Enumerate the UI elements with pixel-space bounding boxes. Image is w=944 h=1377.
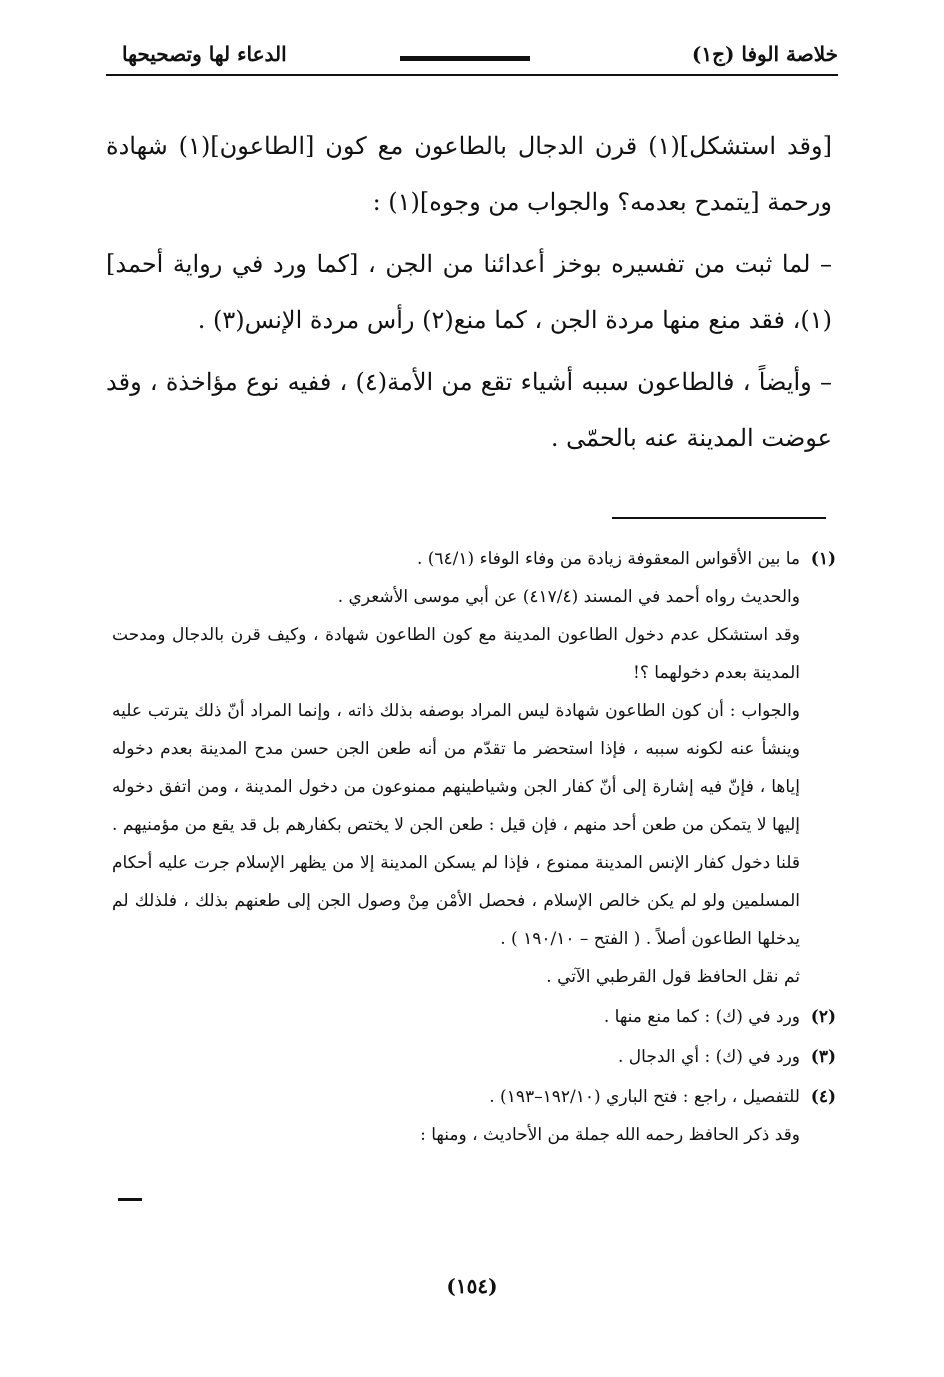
footnote-line: ما بين الأقواس المعقوفة زيادة من وفاء الوفاء (٦٤/١) . [416, 549, 800, 569]
footnote-line: والحديث رواه أحمد في المسند (٤١٧/٤) عن أبي موسى الأشعري . [337, 587, 800, 607]
footnote-marker: (١) [810, 549, 836, 569]
footnote-marker: (٣) [810, 1047, 836, 1067]
header-underline [106, 74, 838, 76]
footnote-separator [612, 517, 826, 519]
paragraph: – لما ثبت من تفسيره بوخز أعدائنا من الجن ، [كما ورد في رواية أحمد](١)، فقد منع منها مردة الجن ، كما منع(٢) رأس مردة الإنس(٣) . [106, 250, 832, 334]
footnote-body [112, 1038, 800, 1076]
paragraph: [وقد استشكل](١) قرن الدجال بالطاعون مع كون [الطاعون](١) شهادة ورحمة [يتمدح بعدمه؟ والجواب من وجوه](١) : [106, 132, 832, 216]
footnote-marker: (٤) [810, 1087, 836, 1107]
main-text [106, 118, 832, 466]
header-rule [400, 56, 530, 61]
book-title: خلاصة الوفا (ج١) [691, 42, 838, 66]
running-header [100, 38, 838, 78]
footnote-body [112, 998, 800, 1036]
footnote-body [112, 1078, 800, 1154]
footnotes [112, 540, 836, 1154]
footnote-line: وقد استشكل عدم دخول الطاعون المدينة مع كون الطاعون شهادة ، وكيف قرن بالدجال ومدحت المدينة بعدم دخولهما ؟! [112, 625, 800, 683]
footnote-2 [112, 998, 836, 1036]
chapter-title: الدعاء لها وتصحيحها [122, 42, 287, 66]
page-number: (١٥٤) [446, 1274, 498, 1298]
footnote-line: للتفصيل ، راجع : فتح الباري (١٩٢/١٠–١٩٣) . [489, 1087, 800, 1107]
footnote-line: ورد في (ك) : كما منع منها . [603, 1007, 800, 1027]
footnote-marker: (٢) [810, 1007, 836, 1027]
footnote-4 [112, 1078, 836, 1154]
footnote-3 [112, 1038, 836, 1076]
paragraph: – وأيضاً ، فالطاعون سببه أشياء تقع من الأمة(٤) ، ففيه نوع مؤاخذة ، وقد عوضت المدينة عنه بالحمّى . [106, 368, 832, 452]
footnote-body [112, 540, 800, 996]
footnote-line: ورد في (ك) : أي الدجال . [617, 1047, 800, 1067]
footnote-1 [112, 540, 836, 996]
footnote-line: ثم نقل الحافظ قول القرطبي الآتي . [546, 967, 800, 987]
footnote-line: والجواب : أن كون الطاعون شهادة ليس المراد بوصفه بذلك ذاته ، وإنما المراد أنّ ذلك يترتب عليه وينشأ عنه لكونه سببه ، فإذا استحضر ما تقدّم من أنه طعن الجن حسن مدح المدينة بعدم دخوله إياها ، فإنّ فيه إشارة إلى أنّ كفار الجن وشياطينهم ممنوعون من دخول المدينة ، ومن اتفق دخوله إليها لا يتمكن من طعن أحد منهم ، فإن قيل : طعن الجن لا يختص بكفارهم بل قد يقع من مؤمنيهم . قلنا دخول كفار الإنس المدينة ممنوع ، فإذا لم يسكن المدينة إلا من يظهر الإسلام جرت عليه أحكام المسلمين ولو لم يكن خالص الإسلام ، فحصل الأمْن مِنْ وصول الجن إلى طعنهم بذلك ، فلذلك لم يدخلها الطاعون أصلاً . ( الفتح – ١٩٠/١٠ ) . [112, 701, 800, 949]
footnote-line: وقد ذكر الحافظ رحمه الله جملة من الأحاديث ، ومنها : [420, 1125, 800, 1145]
continuation-dash [118, 1198, 142, 1201]
